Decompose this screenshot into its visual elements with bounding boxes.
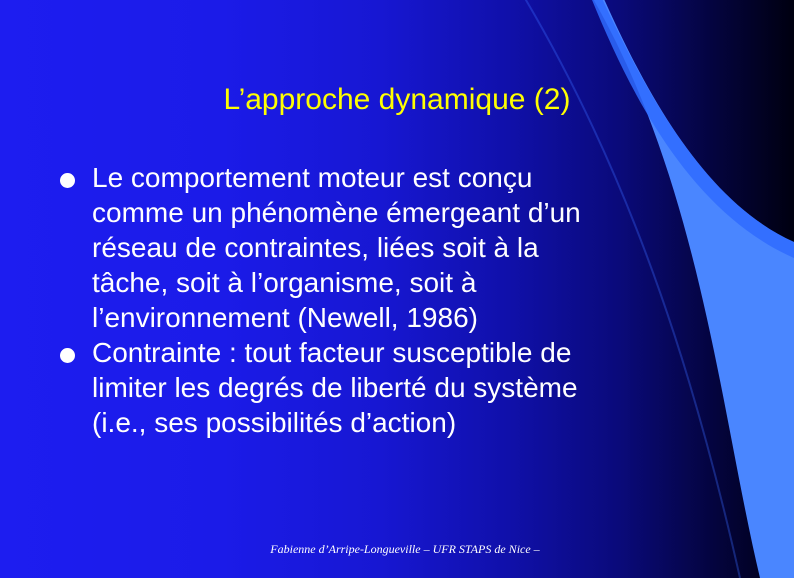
bullet-text-line: (i.e., ses possibilités d’action) xyxy=(92,407,457,438)
bullet-text-line: Contrainte : tout facteur susceptible de xyxy=(92,337,572,368)
bullet-text-line: tâche, soit à l’organisme, soit à xyxy=(92,267,477,298)
slide-title: L’approche dynamique (2) xyxy=(223,83,571,116)
bullet-dot-icon xyxy=(60,348,75,363)
bullet-text-line: l’environnement (Newell, 1986) xyxy=(92,302,478,333)
bullet-text-line: comme un phénomène émergeant d’un xyxy=(92,197,581,228)
slide-footer: Fabienne d’Arripe-Longueville – UFR STAPS de Nice – xyxy=(270,542,540,556)
bullet-item xyxy=(58,160,718,335)
bullet-item xyxy=(58,335,718,440)
bullet-dot-icon xyxy=(60,173,75,188)
bullet-text-line: limiter les degrés de liberté du système xyxy=(92,372,578,403)
bullet-list xyxy=(58,160,718,440)
bullet-text-line: réseau de contraintes, liées soit à la xyxy=(92,232,539,263)
bullet-text-line: Le comportement moteur est conçu xyxy=(92,162,533,193)
